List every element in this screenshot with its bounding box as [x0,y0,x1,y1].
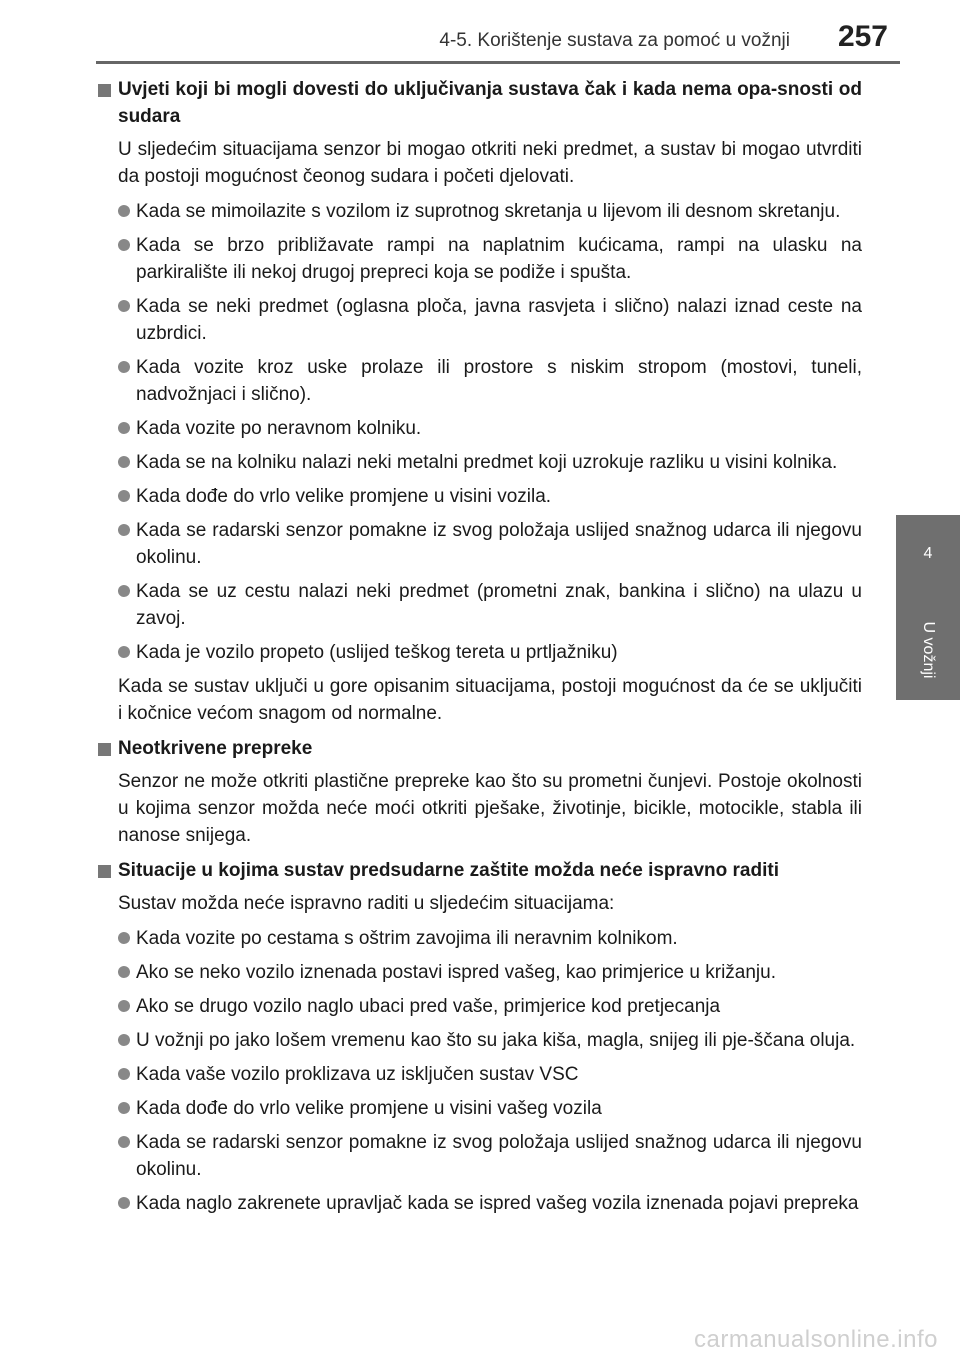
list-item [96,1095,862,1122]
bullet-dot-icon [118,456,130,468]
section-intro: Senzor ne može otkriti plastične prepreke kao što su prometni čunjevi. Postoje okolnosti u kojima senzor možda neće moći otkriti pješake, životinje, bicikle, motocikle, stabla ili nanose snijega. [118,771,862,846]
list-item-text: Kada se neki predmet (oglasna ploča, javna rasvjeta i slično) nalazi iznad ceste na uzbrdici. [136,296,862,344]
list-item [96,293,862,347]
chapter-label: U vožnji [920,621,937,679]
list-item [96,925,862,952]
bullet-dot-icon [118,932,130,944]
section-intro: U sljedećim situacijama senzor bi mogao otkriti neki predmet, a sustav bi mogao utvrditi da postoji mogućnost čeonog sudara i početi djelovati. [118,139,862,187]
list-item-text: Kada se radarski senzor pomakne iz svog položaja uslijed snažnog udarca ili njegovu okolinu. [136,520,862,568]
list-item [96,578,862,632]
chapter-number: 4 [923,545,933,562]
bullet-dot-icon [118,422,130,434]
list-item [96,1190,862,1217]
bullet-dot-icon [118,1034,130,1046]
list-item [96,1061,862,1088]
list-item-text: Kada vaše vozilo proklizava uz isključen sustav VSC [136,1064,579,1085]
list-item [96,993,862,1020]
list-item-text: Kada se mimoilazite s vozilom iz suprotnog skretanja u lijevom ili desnom skretanju. [136,201,841,222]
bullet-dot-icon [118,1068,130,1080]
square-bullet-icon [98,743,111,756]
section-outro: Kada se sustav uključi u gore opisanim situacijama, postoji mogućnost da će se uključiti i kočnice većom snagom od normalne. [118,676,862,724]
section-heading [96,857,862,884]
bullet-dot-icon [118,1136,130,1148]
bullet-dot-icon [118,646,130,658]
list-item-text: U vožnji po jako lošem vremenu kao što su jaka kiša, magla, snijeg ili pje-ščana oluja. [136,1030,856,1051]
list-item-text: Ako se neko vozilo iznenada postavi ispred vašeg, kao primjerice u križanju. [136,962,776,983]
section-intro: Sustav možda neće ispravno raditi u sljedećim situacijama: [118,893,615,914]
list-item-text: Kada naglo zakrenete upravljač kada se ispred vašeg vozila iznenada pojavi prepreka [136,1193,859,1214]
bullet-dot-icon [118,239,130,251]
page-number: 257 [837,20,888,53]
list-item [96,449,862,476]
list-item-text: Ako se drugo vozilo naglo ubaci pred vaše, primjerice kod pretjecanja [136,996,721,1017]
bullet-dot-icon [118,1197,130,1209]
list-item [96,1027,862,1054]
list-item-text: Kada dođe do vrlo velike promjene u visini vašeg vozila [136,1098,602,1119]
list-item-text: Kada je vozilo propeto (uslijed teškog tereta u prtljažniku) [136,642,618,663]
bullet-dot-icon [118,524,130,536]
header-divider [96,61,900,64]
square-bullet-icon [98,865,111,878]
list-item-text: Kada vozite po cestama s oštrim zavojima ili neravnim kolnikom. [136,928,678,949]
list-item-text: Kada se na kolniku nalazi neki metalni predmet koji uzrokuje razliku u visini kolnika. [136,452,838,473]
list-item [96,415,862,442]
list-item-text: Kada se radarski senzor pomakne iz svog položaja uslijed snažnog udarca ili njegovu okolinu. [136,1132,862,1180]
list-item [96,354,862,408]
chapter-tab [896,515,960,700]
bullet-dot-icon [118,490,130,502]
list-item [96,483,862,510]
list-item [96,198,862,225]
bullet-dot-icon [118,585,130,597]
bullet-dot-icon [118,1000,130,1012]
list-item [96,1129,862,1183]
bullet-dot-icon [118,300,130,312]
list-item [96,232,862,286]
page-content [96,76,862,1224]
list-item-text: Kada se uz cestu nalazi neki predmet (prometni znak, bankina i slično) na ulazu u zavoj. [136,581,862,629]
section-heading [96,76,862,130]
section-heading-text: Neotkrivene prepreke [118,738,313,759]
bullet-dot-icon [118,361,130,373]
page-header [0,0,960,60]
list-item [96,639,862,666]
bullet-dot-icon [118,966,130,978]
list-item-text: Kada vozite kroz uske prolaze ili prostore s niskim stropom (mostovi, tuneli, nadvožnjaci i slično). [136,357,862,405]
section-heading-text: Situacije u kojima sustav predsudarne zaštite možda neće ispravno raditi [118,860,779,881]
section-heading [96,735,862,762]
list-item [96,959,862,986]
list-item-text: Kada vozite po neravnom kolniku. [136,418,422,439]
list-item-text: Kada dođe do vrlo velike promjene u visini vozila. [136,486,552,507]
square-bullet-icon [98,84,111,97]
list-item-text: Kada se brzo približavate rampi na naplatnim kućicama, rampi na ulasku na parkiralište ili nekoj drugoj prepreci koja se podiže i spušta. [136,235,862,283]
watermark: carmanualsonline.info [694,1326,938,1353]
section-heading-text: Uvjeti koji bi mogli dovesti do uključivanja sustava čak i kada nema opa-snosti od sudara [118,79,862,127]
list-item [96,517,862,571]
bullet-dot-icon [118,1102,130,1114]
section-title: 4-5. Korištenje sustava za pomoć u vožnji [439,30,790,51]
bullet-dot-icon [118,205,130,217]
